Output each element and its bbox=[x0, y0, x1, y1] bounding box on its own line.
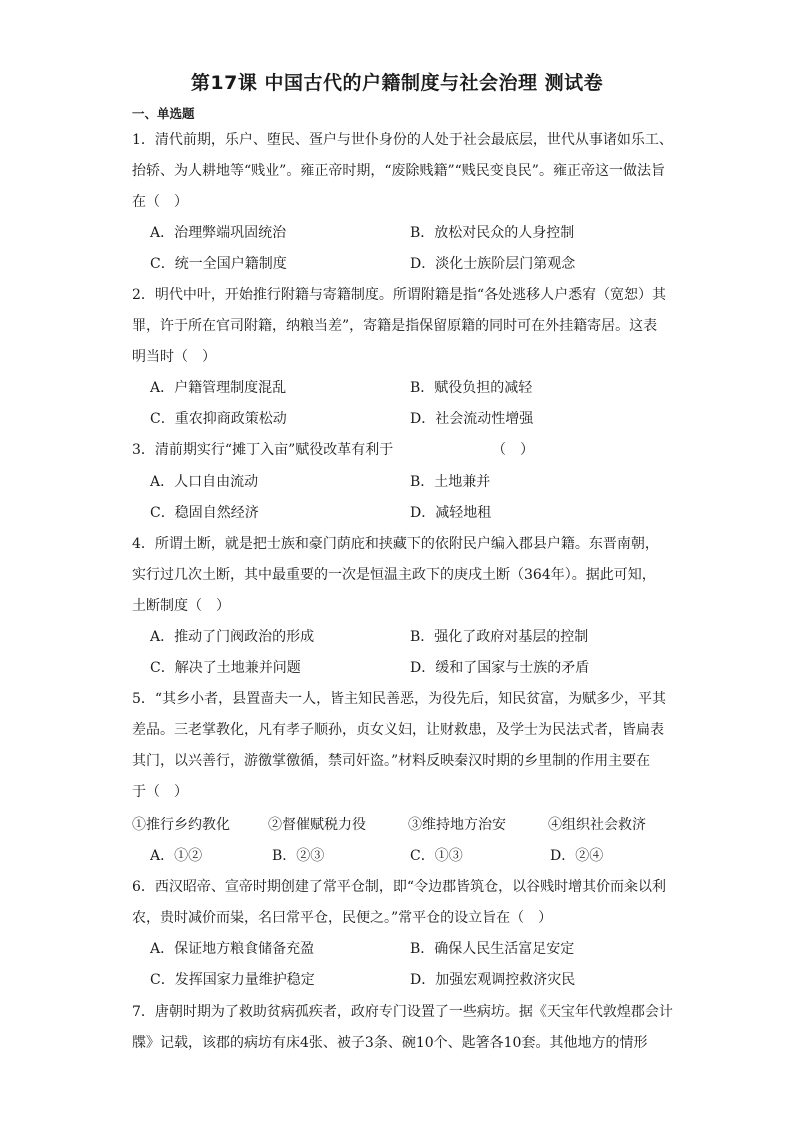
question-4-option-b[interactable]: B．强化了政府对基层的控制 bbox=[410, 629, 589, 645]
question-5-line-1: 5．“其乡小者，县置啬夫一人，皆主知民善恶，为役先后，知民贫富，为赋多少，平其 bbox=[132, 691, 667, 707]
question-1-line-1: 1．清代前期，乐户、堕民、疍户与世仆身份的人处于社会最底层，世代从事诸如乐工、 bbox=[132, 132, 673, 148]
question-1-line-2: 抬轿、为人耕地等“贱业”。雍正帝时期，“废除贱籍”“贱民变良民”。雍正帝这一做法旨 bbox=[132, 163, 665, 179]
question-4-option-c[interactable]: C．解决了土地兼并问题 bbox=[150, 660, 301, 676]
question-6-option-d[interactable]: D．加强宏观调控救济灾民 bbox=[410, 972, 576, 988]
question-6-option-a[interactable]: A．保证地方粮食储备充盈 bbox=[150, 941, 315, 957]
page-title: 第17课 中国古代的户籍制度与社会治理 测试卷 bbox=[190, 72, 604, 94]
question-3-line-1: 3．清前期实行“摊丁入亩”赋役改革有利于 bbox=[132, 442, 394, 458]
question-6-option-c[interactable]: C．发挥国家力量维护稳定 bbox=[150, 972, 315, 988]
question-6-line-1: 6．西汉昭帝、宣帝时期创建了常平仓制，即“令边郡皆筑仓，以谷贱时增其价而籴以利 bbox=[132, 879, 667, 895]
question-5-line-3: 其门，以兴善行，游徼掌徼循，禁司奸盗。”材料反映秦汉时期的乡里制的作用主要在 bbox=[132, 753, 651, 769]
question-1-option-d[interactable]: D．淡化士族阶层门第观念 bbox=[410, 256, 576, 272]
question-3-option-d[interactable]: D．减轻地租 bbox=[410, 505, 492, 521]
question-7-line-2: 牒》记载，该郡的病坊有床4张、被子3条、碗10个、匙箸各10套。其他地方的情形 bbox=[132, 1035, 648, 1051]
question-3-option-b[interactable]: B．土地兼并 bbox=[410, 474, 491, 490]
question-3-option-c[interactable]: C．稳固自然经济 bbox=[150, 505, 259, 521]
question-4-option-d[interactable]: D．缓和了国家与士族的矛盾 bbox=[410, 660, 590, 676]
question-5-line-4: 于（ ） bbox=[132, 784, 188, 800]
question-2-line-3: 明当时（ ） bbox=[132, 349, 216, 365]
question-2-line-1: 2．明代中叶，开始推行附籍与寄籍制度。所谓附籍是指“各处逃移人户悉宥（宽恕）其 bbox=[132, 287, 667, 303]
question-1-line-3: 在（ ） bbox=[132, 194, 188, 210]
question-1-option-b[interactable]: B．放松对民众的人身控制 bbox=[410, 225, 575, 241]
question-6-option-b[interactable]: B．确保人民生活富足安定 bbox=[410, 941, 575, 957]
question-4-line-3: 土断制度（ ） bbox=[132, 598, 230, 614]
question-4-option-a[interactable]: A．推动了门阀政治的形成 bbox=[150, 629, 315, 645]
question-3-option-a[interactable]: A．人口自由流动 bbox=[150, 474, 259, 490]
question-2-option-c[interactable]: C．重农抑商政策松动 bbox=[150, 411, 287, 427]
question-2-option-b[interactable]: B．赋役负担的减轻 bbox=[410, 380, 533, 396]
question-1-option-c[interactable]: C．统一全国户籍制度 bbox=[150, 256, 287, 272]
question-7-line-1: 7．唐朝时期为了救助贫病孤疾者，政府专门设置了一些病坊。据《天宝年代敦煌郡会计 bbox=[132, 1004, 673, 1020]
section-heading: 一、单选题 bbox=[132, 106, 195, 121]
question-4-line-2: 实行过几次土断，其中最重要的一次是恒温主政下的庚戌土断（364年）。据此可知， bbox=[132, 567, 656, 583]
question-5-option-c[interactable]: C．①③ bbox=[410, 848, 463, 864]
question-2-line-2: 罪，许于所在官司附籍，纳粮当差”，寄籍是指保留原籍的同时可在外挂籍寄居。这表 bbox=[132, 318, 658, 334]
question-5-statement-1: ①推行乡约教化 bbox=[132, 817, 230, 833]
question-5-statement-2: ②督催赋税力役 bbox=[268, 817, 366, 833]
question-5-statement-3: ③维持地方治安 bbox=[408, 817, 506, 833]
question-3-answer-blank: （ ） bbox=[492, 442, 534, 458]
question-1-option-a[interactable]: A．治理弊端巩固统治 bbox=[150, 225, 287, 241]
question-5-option-d[interactable]: D．②④ bbox=[550, 848, 604, 864]
question-5-statement-4: ④组织社会救济 bbox=[548, 817, 646, 833]
question-5-option-b[interactable]: B．②③ bbox=[272, 848, 325, 864]
question-2-option-d[interactable]: D．社会流动性增强 bbox=[410, 411, 534, 427]
question-6-line-2: 农，贵时减价而粜，名曰常平仓，民便之。”常平仓的设立旨在（ ） bbox=[132, 910, 553, 926]
question-2-option-a[interactable]: A．户籍管理制度混乱 bbox=[150, 380, 287, 396]
question-4-line-1: 4．所谓土断，就是把士族和豪门荫庇和挟藏下的依附民户编入郡县户籍。东晋南朝， bbox=[132, 536, 659, 552]
question-5-option-a[interactable]: A．①② bbox=[150, 848, 203, 864]
question-5-line-2: 差品。三老掌教化，凡有孝子顺孙，贞女义妇，让财救患，及学士为民法式者，皆扁表 bbox=[132, 722, 664, 738]
